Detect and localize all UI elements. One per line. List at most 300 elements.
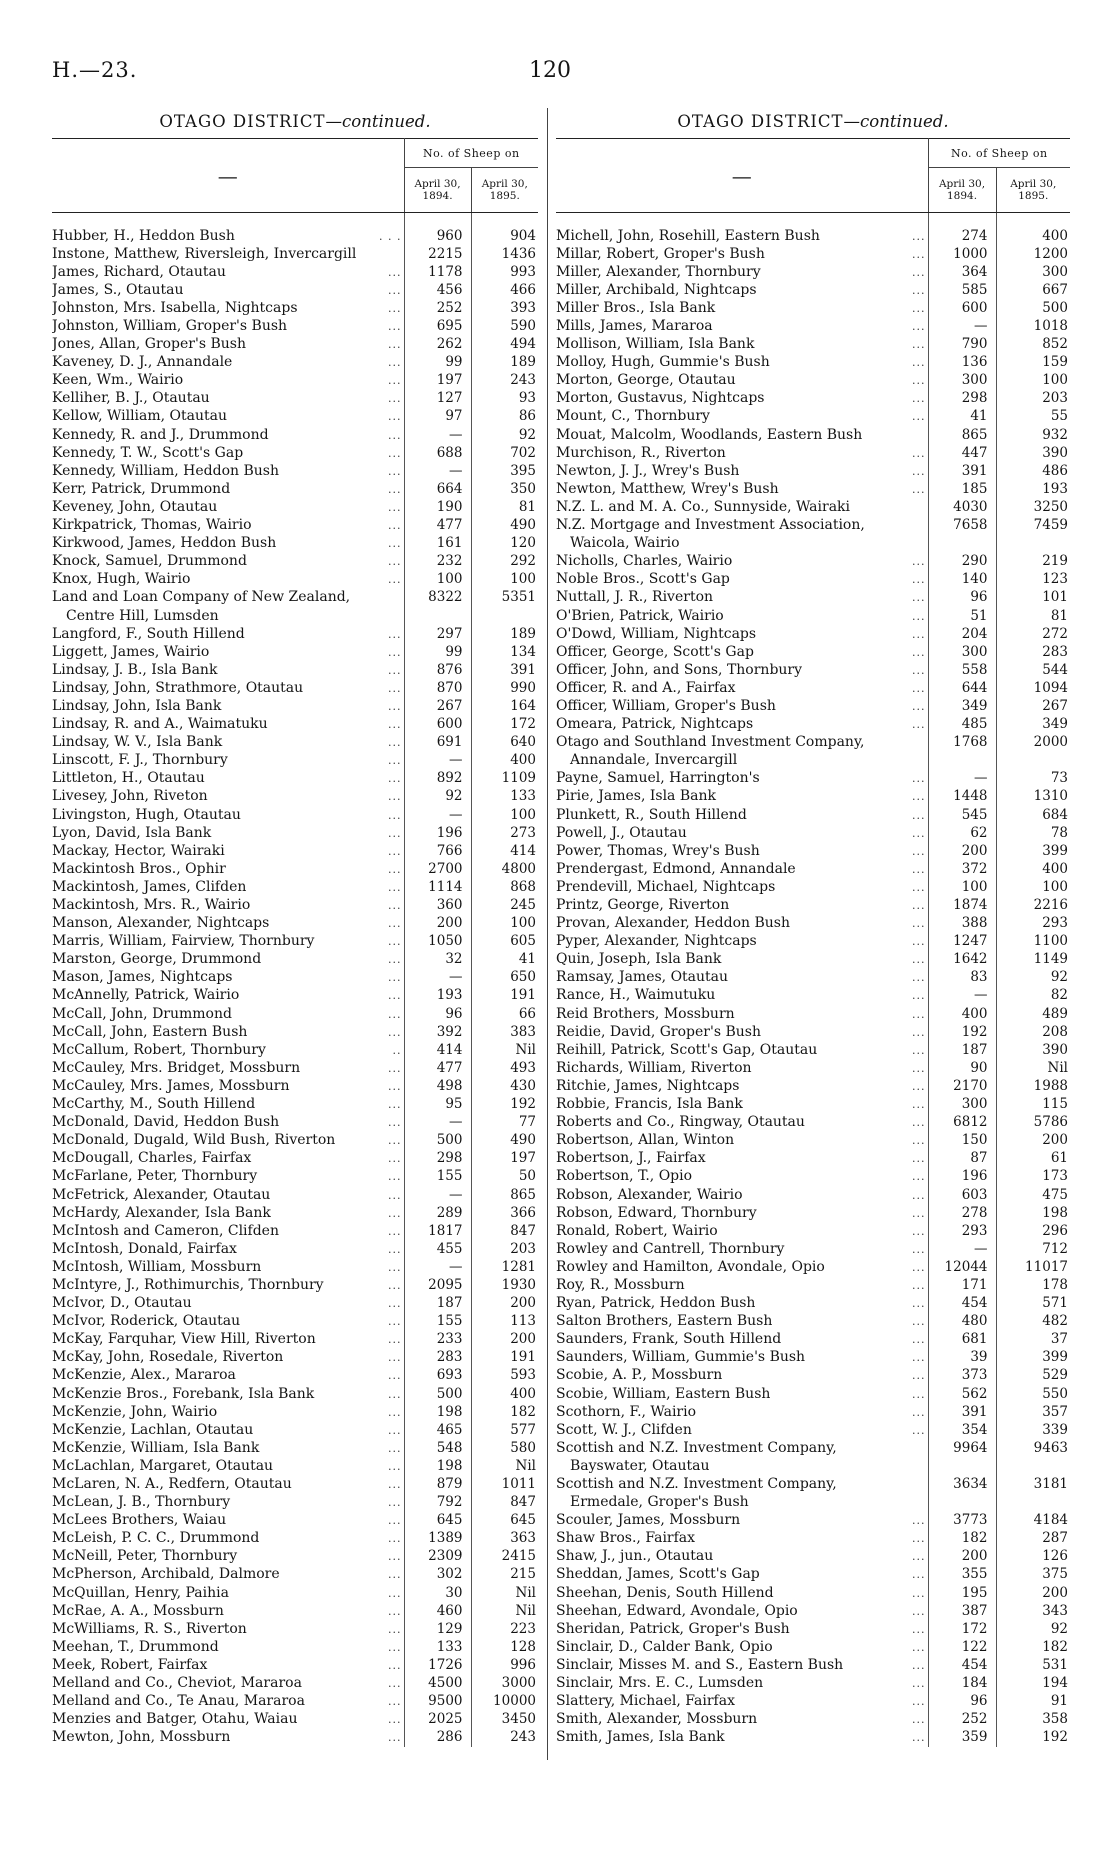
holder-name	[556, 1656, 928, 1674]
holder-name-text: Bayswater, Otautau	[570, 1457, 710, 1474]
holder-name	[52, 1313, 404, 1331]
sheep-count-1895: 191	[471, 987, 538, 1005]
holder-name	[556, 697, 928, 715]
sheep-count-1895: 684	[996, 806, 1070, 824]
sheep-count-1894: 644	[928, 679, 996, 697]
leader-dots: ...	[388, 338, 402, 352]
holder-name	[52, 697, 404, 715]
holder-name	[52, 1059, 404, 1077]
holder-name-text: McIntosh and Cameron, Clifden	[52, 1222, 279, 1239]
table-row	[52, 1331, 538, 1349]
leader-dots: ...	[912, 247, 926, 261]
sheep-count-1895: 847	[471, 1222, 538, 1240]
sheep-count-1894: 447	[928, 444, 996, 462]
holder-name-text: McKenzie, Alex., Mararoa	[52, 1367, 236, 1384]
sheep-count-1895: 868	[471, 878, 538, 896]
holder-name-text: McAnnelly, Patrick, Wairio	[52, 987, 240, 1004]
holder-name-text: Langford, F., South Hillend	[52, 625, 245, 642]
sheep-count-1895: 81	[996, 607, 1070, 625]
right-sheep-table	[556, 138, 1070, 1747]
holder-name-text: Robertson, T., Opio	[556, 1168, 693, 1185]
holder-name-text: Robertson, J., Fairfax	[556, 1150, 706, 1167]
sheep-count-1894: 129	[404, 1620, 471, 1638]
leader-dots: ...	[388, 1333, 402, 1347]
holder-name-text: Kerr, Patrick, Drummond	[52, 480, 231, 497]
table-row	[556, 1638, 1070, 1656]
sheep-count-1895: 366	[471, 1204, 538, 1222]
holder-name-text: McDonald, David, Heddon Bush	[52, 1114, 280, 1131]
leader-dots: ...	[388, 754, 402, 768]
holder-name	[556, 679, 928, 697]
leader-dots: ...	[912, 1568, 926, 1582]
sheep-count-1895: 4184	[996, 1512, 1070, 1530]
sheep-count-1894: 500	[404, 1385, 471, 1403]
holder-name	[556, 390, 928, 408]
table-row	[52, 245, 538, 263]
sheep-count-1895	[996, 752, 1070, 770]
table-row	[556, 643, 1070, 661]
holder-name	[556, 1421, 928, 1439]
left-group-header: No. of Sheep on	[404, 139, 538, 168]
holder-name	[52, 1530, 404, 1548]
sheep-count-1895: 4800	[471, 860, 538, 878]
holder-name-text: Scottish and N.Z. Investment Company,	[556, 1439, 837, 1456]
holder-name	[556, 1638, 928, 1656]
holder-name	[556, 643, 928, 661]
table-row	[556, 498, 1070, 516]
holder-name-text: Printz, George, Riverton	[556, 897, 730, 914]
holder-name-text: McLean, J. B., Thornbury	[52, 1494, 231, 1511]
table-row	[556, 589, 1070, 607]
leader-dots: ...	[388, 555, 402, 569]
holder-name-text: Scouler, James, Mossburn	[556, 1512, 741, 1529]
sheep-count-1894: 876	[404, 661, 471, 679]
sheep-count-1894: 252	[404, 299, 471, 317]
leader-dots: ...	[912, 229, 926, 243]
leader-dots: ...	[388, 1278, 402, 1292]
table-row	[52, 1385, 538, 1403]
sheep-count-1895: 134	[471, 643, 538, 661]
table-row	[52, 1711, 538, 1729]
holder-name-text: James, Richard, Otautau	[52, 263, 226, 280]
sheep-count-1894: 364	[928, 263, 996, 281]
table-row	[52, 1367, 538, 1385]
table-row	[556, 1656, 1070, 1674]
leader-dots: ...	[388, 1242, 402, 1256]
table-row	[52, 1258, 538, 1276]
sheep-count-1894: 185	[928, 480, 996, 498]
sheep-count-1894: 349	[928, 697, 996, 715]
left-table-body	[52, 213, 538, 1747]
table-row	[52, 643, 538, 661]
leader-dots: ...	[388, 1387, 402, 1401]
holder-name-text: McIntosh, William, Mossburn	[52, 1258, 262, 1275]
leader-dots: ...	[912, 790, 926, 804]
sheep-count-1894: —	[404, 969, 471, 987]
holder-name	[556, 1566, 928, 1584]
sheep-count-1894: 184	[928, 1675, 996, 1693]
leader-dots: ...	[912, 880, 926, 894]
holder-name	[556, 1023, 928, 1041]
leader-dots: ...	[388, 1532, 402, 1546]
holder-name	[556, 1385, 928, 1403]
holder-name	[52, 535, 404, 553]
sheep-count-1894: 32	[404, 951, 471, 969]
holder-name-text: Nuttall, J. R., Riverton	[556, 589, 714, 606]
holder-name-text: Land and Loan Company of New Zealand,	[52, 589, 351, 606]
holder-name-text: Provan, Alexander, Heddon Bush	[556, 915, 790, 932]
sheep-count-1894: 233	[404, 1331, 471, 1349]
sheep-count-1895: 466	[471, 281, 538, 299]
right-title-text: OTAGO DISTRICT	[677, 112, 844, 131]
leader-dots: ...	[912, 989, 926, 1003]
holder-name	[556, 498, 928, 516]
holder-name-text: James, S., Otautau	[52, 281, 184, 298]
holder-name	[52, 354, 404, 372]
leader-dots: ...	[912, 1622, 926, 1636]
sheep-count-1894: 1114	[404, 878, 471, 896]
leader-dots: ...	[912, 1369, 926, 1383]
table-row	[556, 1385, 1070, 1403]
table-row	[52, 1602, 538, 1620]
sheep-count-1895: 400	[996, 860, 1070, 878]
sheep-count-1894	[928, 535, 996, 553]
table-row	[52, 661, 538, 679]
holder-name	[556, 878, 928, 896]
leader-dots: ...	[388, 1658, 402, 1672]
sheep-count-1894: 83	[928, 969, 996, 987]
sheep-count-1894: 454	[928, 1295, 996, 1313]
table-row	[556, 354, 1070, 372]
holder-name	[52, 1403, 404, 1421]
holder-name	[556, 607, 928, 625]
holder-name-text: Robson, Alexander, Wairio	[556, 1186, 743, 1203]
holder-name-text: Kennedy, R. and J., Drummond	[52, 426, 269, 443]
holder-name	[52, 1711, 404, 1729]
holder-name-text: Rance, H., Waimutuku	[556, 987, 716, 1004]
leader-dots: ...	[912, 1061, 926, 1075]
holder-name-text: Roberts and Co., Ringway, Otautau	[556, 1114, 805, 1131]
leader-dots: ...	[388, 410, 402, 424]
leader-dots: ...	[388, 537, 402, 551]
table-row	[52, 951, 538, 969]
sheep-count-1895: 287	[996, 1530, 1070, 1548]
sheep-count-1895: 529	[996, 1367, 1070, 1385]
sheep-count-1894: 161	[404, 535, 471, 553]
sheep-count-1895: 993	[471, 263, 538, 281]
sheep-count-1894: 414	[404, 1041, 471, 1059]
table-row	[52, 1349, 538, 1367]
holder-name	[52, 1041, 404, 1059]
table-row	[52, 281, 538, 299]
table-row	[556, 1729, 1070, 1747]
leader-dots: ...	[912, 1315, 926, 1329]
sheep-count-1894: 204	[928, 625, 996, 643]
holder-name	[52, 1204, 404, 1222]
sheep-count-1894: 645	[404, 1512, 471, 1530]
sheep-count-1895: 375	[996, 1566, 1070, 1584]
holder-name-text: Richards, William, Riverton	[556, 1059, 752, 1076]
holder-name	[556, 842, 928, 860]
leader-dots: ...	[912, 301, 926, 315]
column-divider	[547, 108, 548, 1760]
sheep-count-1894: 1389	[404, 1530, 471, 1548]
holder-name-text: Keen, Wm., Wairio	[52, 372, 184, 389]
table-row	[556, 1512, 1070, 1530]
holder-name-text: McKenzie, Lachlan, Otautau	[52, 1421, 254, 1438]
leader-dots: ...	[388, 645, 402, 659]
table-row	[52, 1059, 538, 1077]
leader-dots: ...	[388, 1297, 402, 1311]
sheep-count-1895: 92	[471, 426, 538, 444]
sheep-count-1895: 1011	[471, 1475, 538, 1493]
holder-name-text: Sheddan, James, Scott's Gap	[556, 1566, 760, 1583]
holder-name	[556, 1295, 928, 1313]
sheep-count-1894: 664	[404, 480, 471, 498]
table-row	[52, 535, 538, 553]
table-row	[52, 734, 538, 752]
sheep-count-1894: 200	[928, 1548, 996, 1566]
leader-dots: ...	[388, 283, 402, 297]
leader-dots: ...	[912, 392, 926, 406]
holder-name	[556, 1096, 928, 1114]
sheep-count-1894: 39	[928, 1349, 996, 1367]
holder-name-text: Payne, Samuel, Harrington's	[556, 770, 760, 787]
holder-name	[52, 933, 404, 951]
table-row	[556, 1096, 1070, 1114]
leader-dots: ...	[912, 1405, 926, 1419]
leader-dots: ...	[912, 1206, 926, 1220]
table-row	[556, 1439, 1070, 1457]
holder-name-text: McDougall, Charles, Fairfax	[52, 1150, 252, 1167]
leader-dots: ...	[912, 1025, 926, 1039]
sheep-count-1894: 62	[928, 824, 996, 842]
sheep-count-1894: 1726	[404, 1656, 471, 1674]
leader-dots: ...	[912, 1604, 926, 1618]
holder-name	[556, 426, 928, 444]
leader-dots: ...	[388, 1369, 402, 1383]
sheep-count-1894: 197	[404, 372, 471, 390]
holder-name-text: Centre Hill, Lumsden	[66, 607, 219, 624]
table-row	[52, 336, 538, 354]
sheep-count-1894: 300	[928, 1096, 996, 1114]
sheep-count-1895: 490	[471, 517, 538, 535]
sheep-count-1894: 603	[928, 1186, 996, 1204]
sheep-count-1895: 5786	[996, 1114, 1070, 1132]
leader-dots: ...	[388, 1025, 402, 1039]
leader-dots: ...	[388, 482, 402, 496]
leader-dots: ...	[388, 1405, 402, 1419]
sheep-count-1895: 100	[471, 571, 538, 589]
table-row	[556, 915, 1070, 933]
leader-dots: ...	[388, 1061, 402, 1075]
leader-dots: ...	[912, 1532, 926, 1546]
leader-dots: ...	[388, 627, 402, 641]
sheep-count-1894: 600	[404, 716, 471, 734]
leader-dots: ...	[912, 283, 926, 297]
holder-name-text: Robertson, Allan, Winton	[556, 1132, 735, 1149]
leader-dots: ...	[912, 1550, 926, 1564]
holder-name	[52, 1023, 404, 1041]
leader-dots: ...	[912, 1116, 926, 1130]
table-row	[52, 679, 538, 697]
holder-name	[52, 661, 404, 679]
leader-dots: ...	[912, 1423, 926, 1437]
sheep-count-1895: 383	[471, 1023, 538, 1041]
leader-dots: ...	[388, 1206, 402, 1220]
sheep-count-1895: 172	[471, 716, 538, 734]
holder-name	[556, 408, 928, 426]
holder-name	[556, 517, 928, 535]
sheep-count-1894: 286	[404, 1729, 471, 1747]
sheep-count-1895: 92	[996, 1620, 1070, 1638]
holder-name-text: McIntyre, J., Rothimurchis, Thornbury	[52, 1276, 324, 1293]
holder-name-text: McCauley, Mrs. Bridget, Mossburn	[52, 1059, 301, 1076]
sheep-count-1895: 200	[471, 1295, 538, 1313]
holder-name-text: Mouat, Malcolm, Woodlands, Eastern Bush	[556, 426, 863, 443]
table-row	[556, 1313, 1070, 1331]
table-row	[556, 462, 1070, 480]
holder-name-text: McCarthy, M., South Hillend	[52, 1096, 256, 1113]
sheep-count-1895: 399	[996, 1349, 1070, 1367]
holder-name-text: Morton, George, Otautau	[556, 372, 736, 389]
holder-name	[52, 1656, 404, 1674]
leader-dots: ...	[912, 917, 926, 931]
sheep-count-1895: 414	[471, 842, 538, 860]
table-row	[52, 1204, 538, 1222]
holder-name	[556, 661, 928, 679]
sheep-count-1895: 1930	[471, 1276, 538, 1294]
leader-dots: ...	[912, 699, 926, 713]
page-number: 120	[529, 58, 571, 83]
holder-name-text: Scobie, William, Eastern Bush	[556, 1385, 771, 1402]
table-row	[52, 1132, 538, 1150]
left-date-1895-header: April 30, 1895.	[471, 168, 538, 213]
table-row	[556, 1602, 1070, 1620]
holder-name-text: Officer, William, Groper's Bush	[556, 697, 776, 714]
holder-name	[52, 679, 404, 697]
leader-dots: ...	[388, 1224, 402, 1238]
left-name-header: —	[52, 139, 404, 213]
leader-dots: ...	[912, 1043, 926, 1057]
leader-dots: ...	[388, 519, 402, 533]
holder-name	[52, 1566, 404, 1584]
table-row	[556, 263, 1070, 281]
holder-name-text: Lindsay, W. V., Isla Bank	[52, 734, 223, 751]
holder-name	[52, 571, 404, 589]
sheep-count-1894: —	[404, 1186, 471, 1204]
holder-name-text: McKenzie, John, Wairio	[52, 1403, 218, 1420]
leader-dots: ...	[388, 1007, 402, 1021]
holder-name-text: Ramsay, James, Otautau	[556, 969, 729, 986]
table-row	[556, 951, 1070, 969]
sheep-count-1894: 354	[928, 1421, 996, 1439]
sheep-count-1895: 198	[996, 1204, 1070, 1222]
sheep-count-1895: 200	[996, 1584, 1070, 1602]
holder-name	[556, 281, 928, 299]
sheep-count-1894: 297	[404, 625, 471, 643]
leader-dots: ...	[388, 1695, 402, 1709]
table-row	[556, 535, 1070, 553]
sheep-count-1895: 349	[996, 716, 1070, 734]
leader-dots: ...	[388, 663, 402, 677]
holder-name-text: Prendergast, Edmond, Annandale	[556, 860, 796, 877]
holder-name-text: Officer, George, Scott's Gap	[556, 643, 754, 660]
table-row	[52, 517, 538, 535]
sheep-count-1894: 387	[928, 1602, 996, 1620]
sheep-count-1895: 197	[471, 1150, 538, 1168]
holder-name	[52, 770, 404, 788]
sheep-count-1895: 292	[471, 553, 538, 571]
leader-dots: ..	[392, 1043, 402, 1057]
leader-dots: ...	[388, 681, 402, 695]
holder-name	[52, 1602, 404, 1620]
table-row	[52, 1240, 538, 1258]
sheep-count-1894: 2025	[404, 1711, 471, 1729]
holder-name-text: Molloy, Hugh, Gummie's Bush	[556, 354, 770, 371]
table-row	[556, 1693, 1070, 1711]
table-row	[556, 933, 1070, 951]
holder-name	[52, 498, 404, 516]
holder-name-text: Mackintosh Bros., Ophir	[52, 860, 226, 877]
holder-name-text: Sinclair, Mrs. E. C., Lumsden	[556, 1675, 764, 1692]
table-row	[52, 354, 538, 372]
holder-name	[556, 462, 928, 480]
leader-dots: ...	[388, 392, 402, 406]
table-row	[556, 1475, 1070, 1493]
sheep-count-1895: 400	[471, 752, 538, 770]
sheep-count-1894: 695	[404, 317, 471, 335]
sheep-count-1894: 298	[404, 1150, 471, 1168]
sheep-count-1894	[928, 752, 996, 770]
table-row	[556, 1041, 1070, 1059]
table-row	[52, 896, 538, 914]
holder-name-text: Miller Bros., Isla Bank	[556, 299, 716, 316]
sheep-count-1894: 6812	[928, 1114, 996, 1132]
leader-dots: ...	[388, 989, 402, 1003]
sheep-count-1894: 97	[404, 408, 471, 426]
holder-name	[556, 299, 928, 317]
sheep-count-1895: 577	[471, 1421, 538, 1439]
holder-name-text: Ritchie, James, Nightcaps	[556, 1077, 740, 1094]
holder-name-text: Reihill, Patrick, Scott's Gap, Otautau	[556, 1041, 818, 1058]
table-row	[556, 390, 1070, 408]
holder-name-text: Lindsay, John, Strathmore, Otautau	[52, 679, 304, 696]
holder-name-text: Livesey, John, Riveton	[52, 788, 208, 805]
holder-name	[52, 1675, 404, 1693]
holder-name	[52, 408, 404, 426]
leader-dots: ...	[912, 663, 926, 677]
holder-name	[52, 806, 404, 824]
holder-name-text: Jones, Allan, Groper's Bush	[52, 336, 246, 353]
leader-dots: ...	[388, 1677, 402, 1691]
table-row	[52, 462, 538, 480]
leader-dots: ...	[912, 591, 926, 605]
sheep-count-1895: 2415	[471, 1548, 538, 1566]
table-row	[556, 1186, 1070, 1204]
sheep-count-1894: 200	[928, 842, 996, 860]
sheep-count-1895: 3250	[996, 498, 1070, 516]
leader-dots: ...	[388, 1098, 402, 1112]
table-row	[52, 444, 538, 462]
sheep-count-1894: —	[404, 426, 471, 444]
table-row	[556, 480, 1070, 498]
sheep-count-1895: 932	[996, 426, 1070, 444]
holder-name	[52, 896, 404, 914]
sheep-count-1895	[471, 607, 538, 625]
table-row	[556, 213, 1070, 246]
holder-name-text: Keveney, John, Otautau	[52, 498, 218, 515]
